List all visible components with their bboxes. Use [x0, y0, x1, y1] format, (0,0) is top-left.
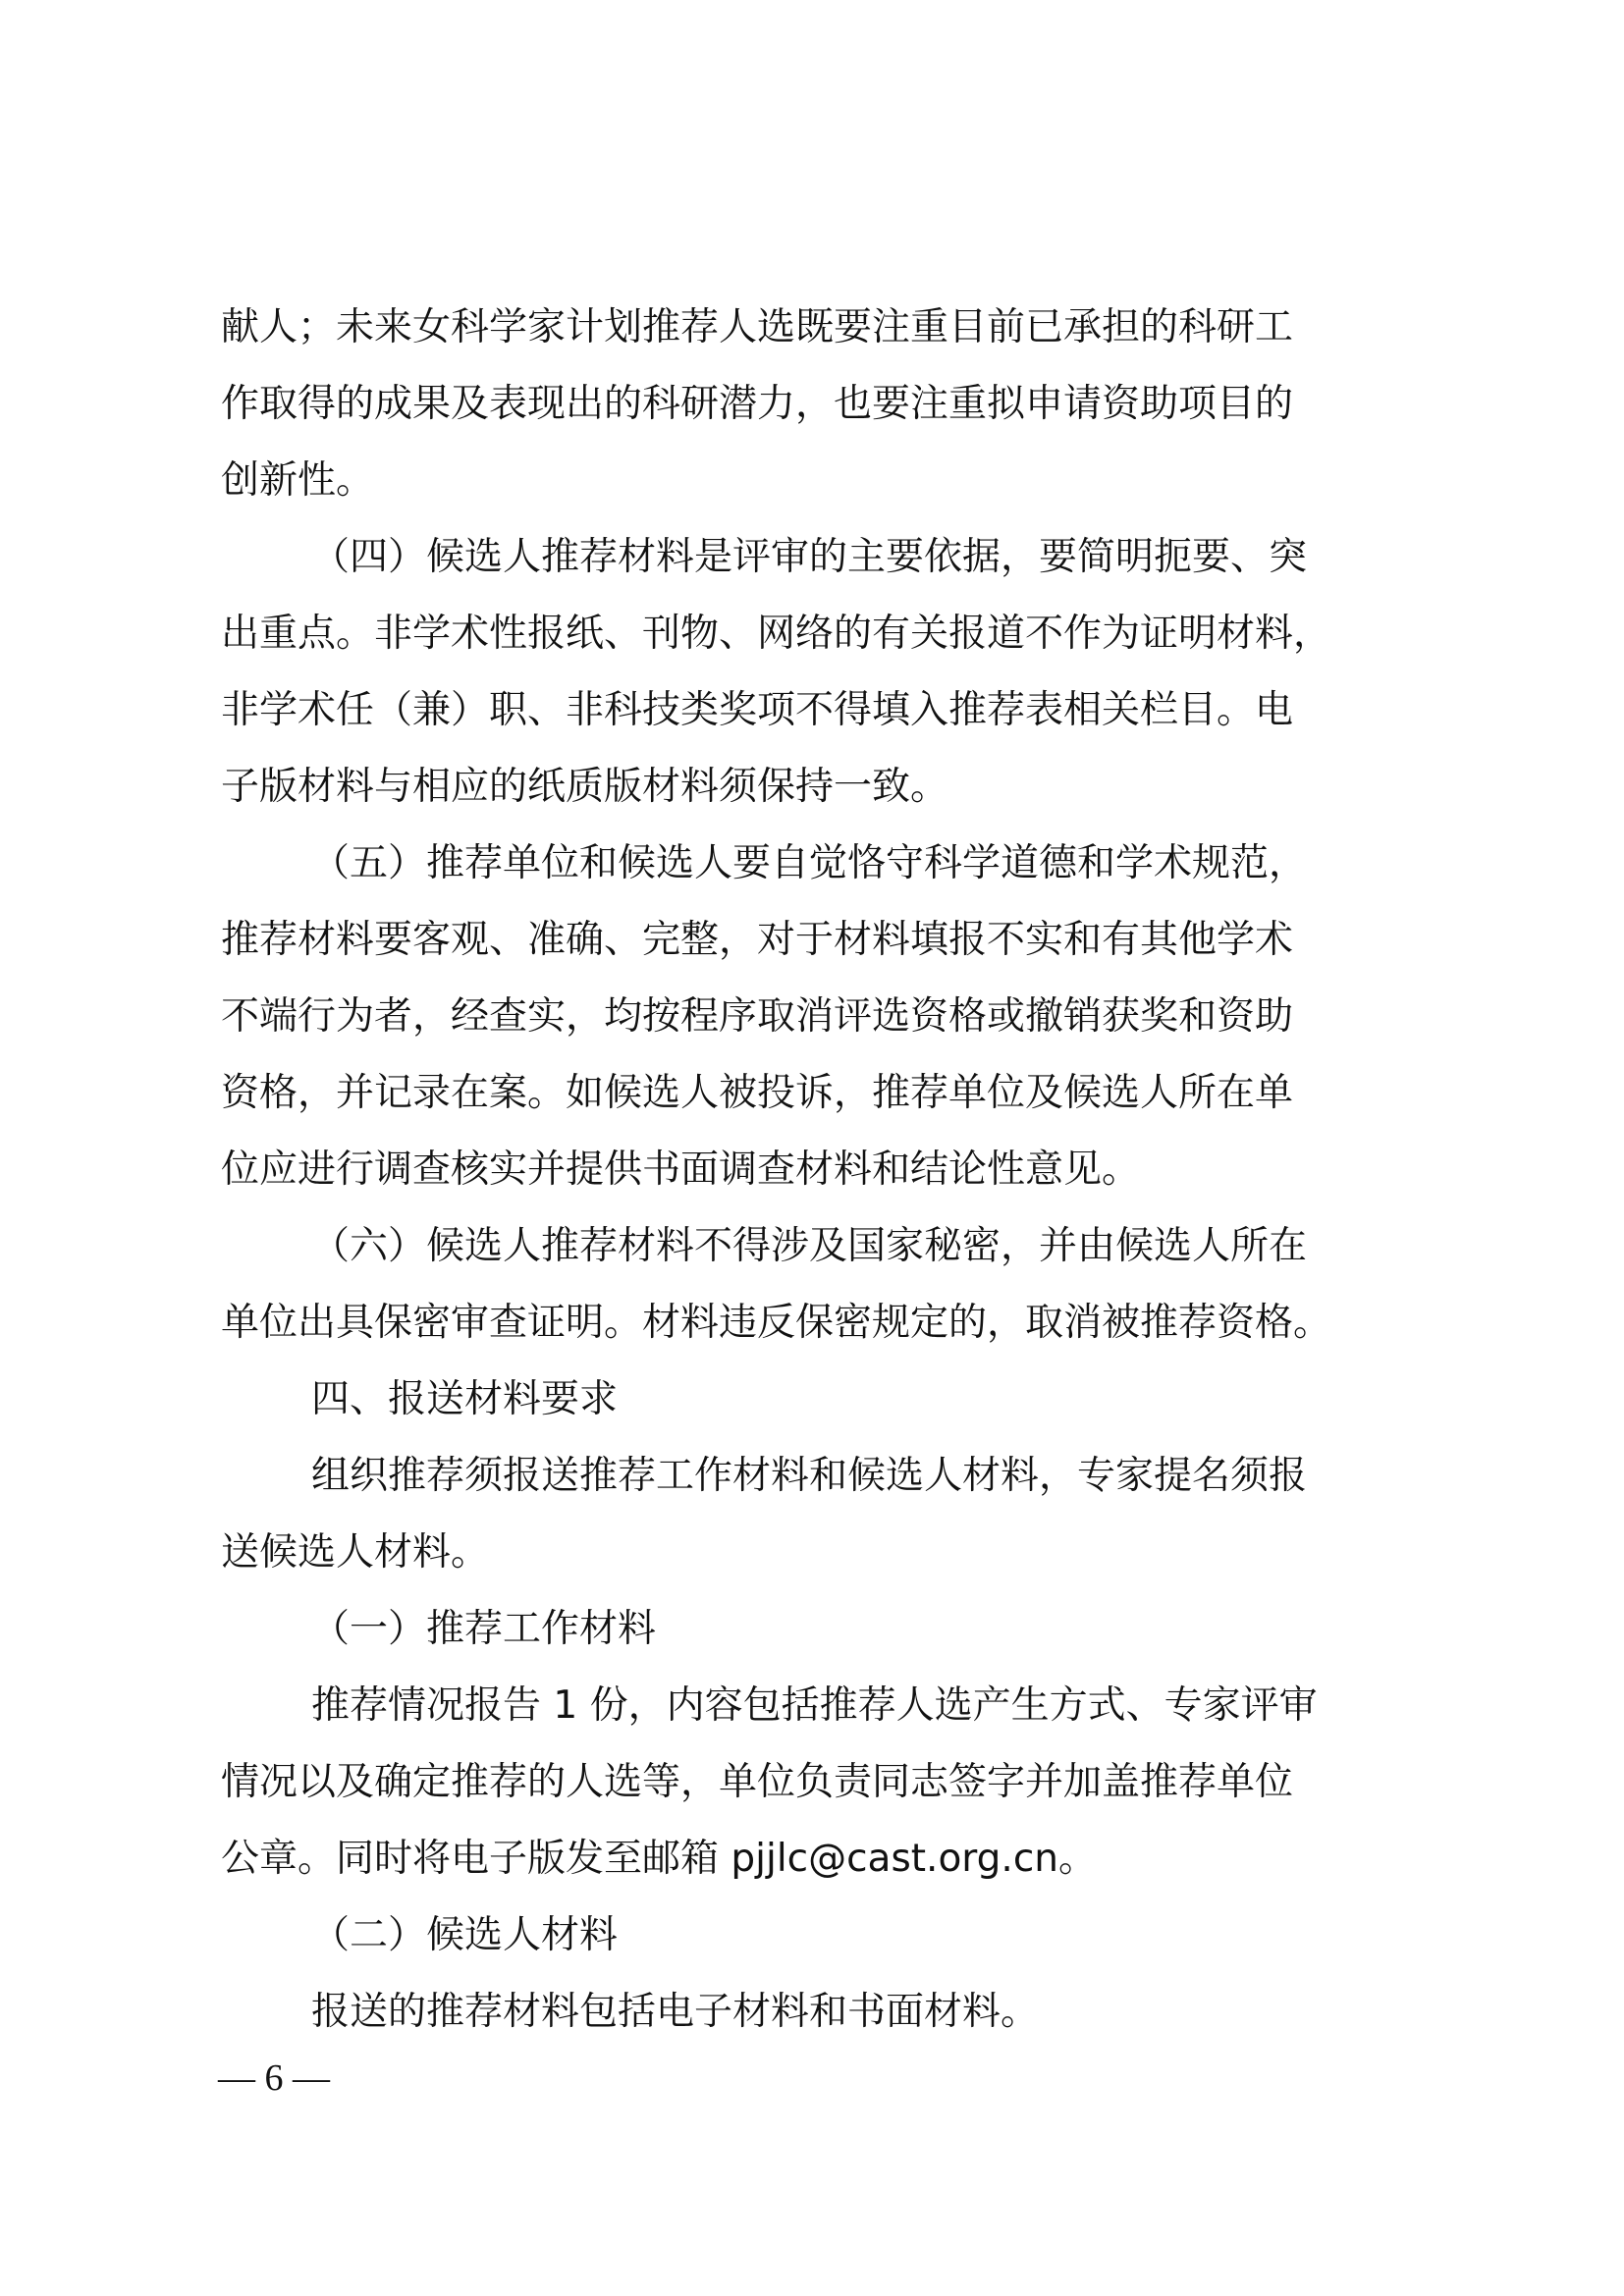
text-line: 创新性。 [221, 458, 375, 503]
text-line: 作取得的成果及表现出的科研潜力，也要注重拟申请资助项目的 [221, 382, 1294, 426]
text-line: 献人；未来女科学家计划推荐人选既要注重目前已承担的科研工 [221, 305, 1294, 349]
text-line: 资格，并记录在案。如候选人被投诉，推荐单位及候选人所在单 [221, 1071, 1294, 1115]
text-line: 子版材料与相应的纸质版材料须保持一致。 [221, 765, 949, 809]
text-line: （六）候选人推荐材料不得涉及国家秘密，并由候选人所在 [311, 1224, 1308, 1268]
text-line: 位应进行调查核实并提供书面调查材料和结论性意见。 [221, 1148, 1141, 1192]
text-line: 不端行为者，经查实，均按程序取消评选资格或撤销获奖和资助 [221, 994, 1294, 1039]
text-line: 推荐情况报告 1 份，内容包括推荐人选产生方式、专家评审 [311, 1683, 1318, 1728]
subsection-heading: （一）推荐工作材料 [311, 1607, 657, 1651]
text-line: 推荐材料要客观、准确、完整，对于材料填报不实和有其他学术 [221, 918, 1294, 962]
text-line: 公章。同时将电子版发至邮箱 pjjlc@cast.org.cn。 [221, 1837, 1097, 1881]
subsection-heading: （二）候选人材料 [311, 1913, 619, 1957]
text-line: 组织推荐须报送推荐工作材料和候选人材料，专家提名须报 [311, 1454, 1308, 1498]
section-heading: 四、报送材料要求 [311, 1377, 619, 1421]
text-line: 情况以及确定推荐的人选等，单位负责同志签字并加盖推荐单位 [221, 1760, 1294, 1804]
text-line: 送候选人材料。 [221, 1530, 490, 1575]
text-line: （四）候选人推荐材料是评审的主要依据，要简明扼要、突 [311, 535, 1308, 579]
page-number: — 6 — [218, 2057, 330, 2099]
text-line: 非学术任（兼）职、非科技类奖项不得填入推荐表相关栏目。电 [221, 688, 1294, 732]
text-line: （五）推荐单位和候选人要自觉恪守科学道德和学术规范， [311, 841, 1308, 885]
text-line: 报送的推荐材料包括电子材料和书面材料。 [311, 1990, 1040, 2034]
text-line: 出重点。非学术性报纸、刊物、网络的有关报道不作为证明材料， [221, 612, 1332, 656]
text-line: 单位出具保密审查证明。材料违反保密规定的，取消被推荐资格。 [221, 1301, 1332, 1345]
